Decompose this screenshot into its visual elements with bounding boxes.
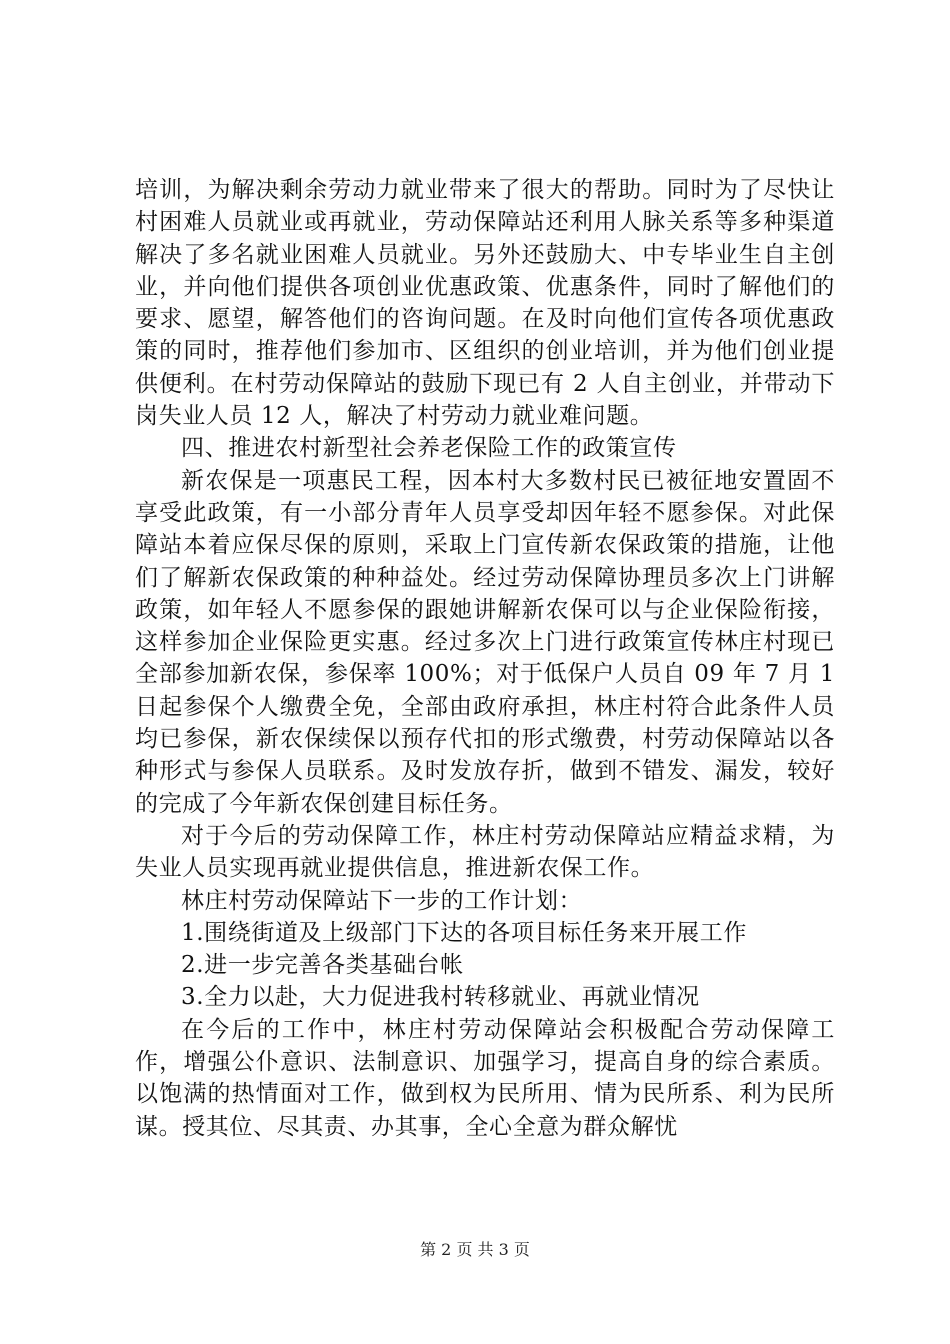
page-number-footer: 第 2 页 共 3 页 xyxy=(420,1240,530,1259)
paragraph-new-rural-insurance: 新农保是一项惠民工程，因本村大多数村民已被征地安置固不享受此政策，有一小部分青年人员享受却因年轻不愿参保。对此保障站本着应保尽保的原则，采取上门宣传新农保政策的措施，让他们了解新农保政策的种种益处。经过劳动保障协理员多次上门讲解政策，如年轻人不愿参保的跟她讲解新农保可以与企业保险衔接，这样参加企业保险更实惠。经过多次上门进行政策宣传林庄村现已全部参加新农保，参保率 100%；对于低保户人员自 09 年 7 月 1 日起参保个人缴费全免，全部由政府承担，林庄村符合此条件人员均已参保，新农保续保以预存代扣的形式缴费，村劳动保障站以各种形式与参保人员联系。及时发放存折，做到不错发、漏发，较好的完成了今年新农保创建目标任务。 xyxy=(135,467,835,817)
paragraph-1: 培训，为解决剩余劳动力就业带来了很大的帮助。同时为了尽快让村困难人员就业或再就业，劳动保障站还利用人脉关系等多种渠道解决了多名就业困难人员就业。另外还鼓励大、中专毕业生自主创业，并向他们提供各项创业优惠政策、优惠条件，同时了解他们的要求、愿望，解答他们的咨询问题。在及时向他们宣传各项优惠政策的同时，推荐他们参加市、区组织的创业培训，并为他们创业提供便利。在村劳动保障站的鼓励下现已有 2 人自主创业，并带动下岗失业人员 12 人，解决了村劳动力就业难问题。 xyxy=(135,177,835,430)
document-body xyxy=(135,174,835,1143)
work-plan-item-3: 3.全力以赴，大力促进我村转移就业、再就业情况 xyxy=(181,984,700,1011)
paragraph-future-work: 对于今后的劳动保障工作，林庄村劳动保障站应精益求精，为失业人员实现再就业提供信息，推进新农保工作。 xyxy=(135,822,835,882)
paragraph-closing: 在今后的工作中，林庄村劳动保障站会积极配合劳动保障工作，增强公仆意识、法制意识、加强学习，提高自身的综合素质。以饱满的热情面对工作，做到权为民所用、情为民所系、利为民所谋。授其位、尽其责、办其事，全心全意为群众解忧 xyxy=(135,1016,835,1140)
work-plan-item-2: 2.进一步完善各类基础台帐 xyxy=(181,952,464,979)
work-plan-heading: 林庄村劳动保障站下一步的工作计划： xyxy=(181,887,583,914)
work-plan-item-1: 1.围绕街道及上级部门下达的各项目标任务来开展工作 xyxy=(181,919,747,946)
section-heading-4: 四、推进农村新型社会养老保险工作的政策宣传 xyxy=(181,435,677,462)
